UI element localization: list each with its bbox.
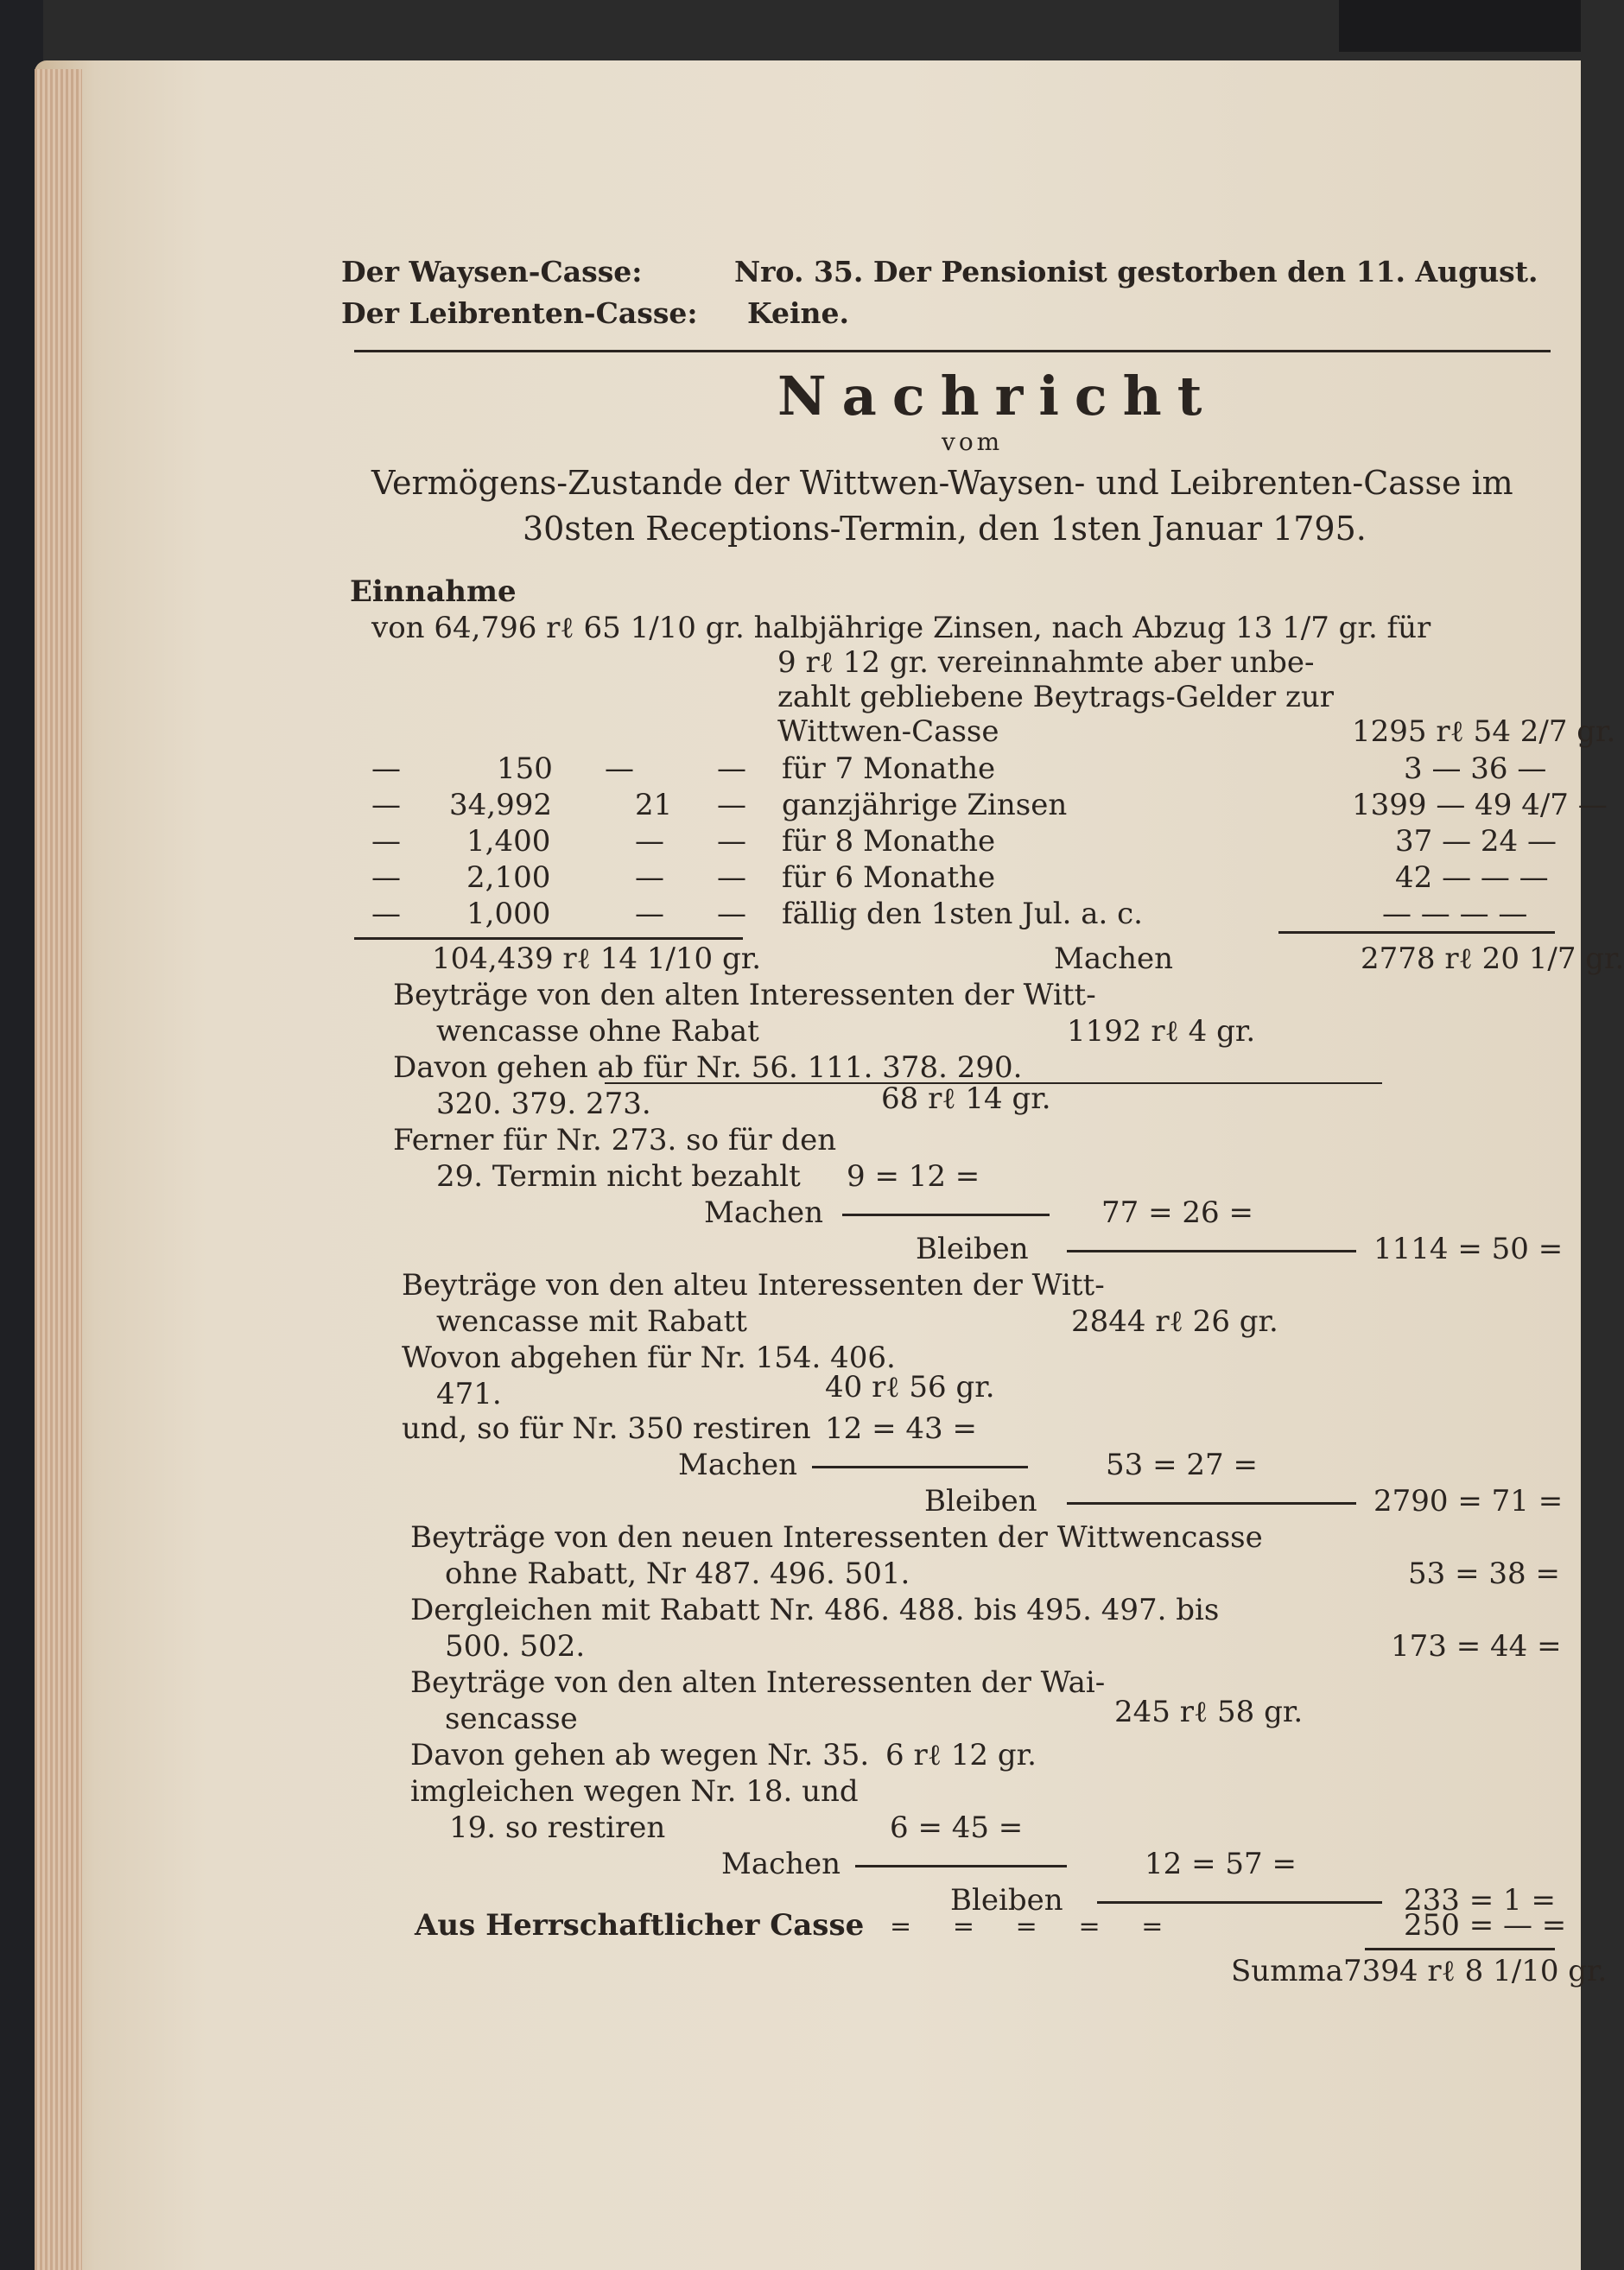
interest-line2: 9 rℓ 12 gr. vereinnahmte aber unbe- <box>777 645 1315 680</box>
block2-line5: und, so für Nr. 350 restiren <box>402 1411 811 1446</box>
block3-line2: ohne Rabatt, Nr 487. 496. 501. <box>445 1557 910 1591</box>
block1-line2: wencasse ohne Rabat <box>436 1014 759 1049</box>
block2-line5-amount: 12 = 43 = <box>825 1411 977 1446</box>
desc-cell: ganzjährige Zinsen <box>782 788 1068 822</box>
block2-line4: 471. <box>436 1377 502 1411</box>
block1-line6-amount: 9 = 12 = <box>847 1159 980 1194</box>
dash-mark: — <box>717 751 746 786</box>
dash-mark: — <box>371 824 401 859</box>
block2-machen-amount: 53 = 27 = <box>1106 1448 1258 1482</box>
block1-bleiben-amount: 1114 = 50 = <box>1373 1232 1564 1266</box>
title-line2: 30sten Receptions-Termin, den 1sten Januar 1795. <box>523 510 1367 548</box>
header-line1-right: Nro. 35. Der Pensionist gestorben den 11. August. <box>734 255 1538 289</box>
section-heading: Einnahme <box>350 574 517 609</box>
total-label: Machen <box>1054 942 1174 976</box>
amount-cell: 37 — 24 — <box>1395 824 1557 859</box>
summa-amount: 7394 rℓ 8 1/10 gr. <box>1343 1954 1608 1988</box>
mid-cell: — <box>605 751 634 786</box>
block4-bleiben-amount: 233 = 1 = <box>1404 1883 1556 1918</box>
block1-bleiben-rule <box>1067 1250 1356 1252</box>
mid-cell: 21 <box>635 788 673 822</box>
capital-cell: 34,992 <box>449 788 552 822</box>
leader-dots: = = = = = <box>890 1912 1164 1942</box>
block3-line1: Beyträge von den neuen Interessenten der Wittwencasse <box>410 1520 1263 1555</box>
block3-line2-amount: 53 = 38 = <box>1408 1557 1560 1591</box>
mid-cell: — <box>635 897 664 931</box>
dash-mark: — <box>371 788 401 822</box>
block3-line4-amount: 173 = 44 = <box>1391 1629 1562 1664</box>
capital-cell: 150 <box>497 751 553 786</box>
block1-line2-amount: 1192 rℓ 4 gr. <box>1067 1014 1256 1049</box>
block1-line4: 320. 379. 273. <box>436 1087 651 1121</box>
dash-mark: — <box>717 897 746 931</box>
title-sub: vom <box>942 428 1004 456</box>
dash-mark: — <box>371 897 401 931</box>
dash-mark: — <box>717 788 746 822</box>
block4-bleiben-label: Bleiben <box>950 1883 1063 1918</box>
total-capital: 104,439 rℓ 14 1/10 gr. <box>432 942 762 976</box>
block2-bleiben-amount: 2790 = 71 = <box>1373 1484 1564 1519</box>
dash-mark: — <box>717 824 746 859</box>
block4-bleiben-rule <box>1097 1901 1382 1904</box>
interest-line4-amount: 1295 rℓ 54 2/7 gr. <box>1352 714 1616 749</box>
block2-machen-label: Machen <box>678 1448 798 1482</box>
block1-line4-amount: 68 rℓ 14 gr. <box>881 1081 1051 1116</box>
block1-machen-rule <box>842 1214 1050 1216</box>
block4-line5-amount: 6 = 45 = <box>890 1810 1024 1845</box>
block1-line3: Davon gehen ab für Nr. 56. 111. 378. 290. <box>393 1050 1023 1085</box>
block2-line4-amount: 40 rℓ 56 gr. <box>825 1370 995 1404</box>
header-line2-left: Der Leibrenten-Casse: <box>341 296 698 330</box>
scan-backdrop-right <box>1339 0 1581 52</box>
page-edge <box>35 69 82 2270</box>
block2-line1: Beyträge von den alteu Interessenten der Witt- <box>402 1268 1105 1303</box>
interest-line1: von 64,796 rℓ 65 1/10 gr. halbjährige Zinsen, nach Abzug 13 1/7 gr. für <box>371 611 1431 645</box>
block4-machen-amount: 12 = 57 = <box>1145 1847 1297 1881</box>
herrschaft-label: Aus Herrschaftlicher Casse <box>415 1908 865 1943</box>
block1-machen-label: Machen <box>704 1195 824 1230</box>
header-line1-left: Der Waysen-Casse: <box>341 255 643 289</box>
desc-cell: fällig den 1sten Jul. a. c. <box>782 897 1143 931</box>
capital-cell: 1,000 <box>466 897 551 931</box>
header-rule <box>354 350 1551 352</box>
block4-machen-label: Machen <box>721 1847 841 1881</box>
block4-machen-rule <box>855 1865 1067 1867</box>
total-amount: 2778 rℓ 20 1/7 gr. <box>1361 942 1624 976</box>
amount-rule <box>1278 931 1555 934</box>
desc-cell: für 6 Monathe <box>782 860 996 895</box>
block1-line5: Ferner für Nr. 273. so für den <box>393 1123 837 1157</box>
mid-cell: — <box>635 824 664 859</box>
block1-line6: 29. Termin nicht bezahlt <box>436 1159 801 1194</box>
capital-rule <box>354 937 743 940</box>
dash-mark: — <box>717 860 746 895</box>
dash-mark: — <box>371 751 401 786</box>
block4-line2: sencasse <box>445 1702 578 1736</box>
amount-cell: — — — — <box>1382 897 1528 931</box>
summa-rule <box>1365 1948 1555 1950</box>
block2-line3: Wovon abgehen für Nr. 154. 406. <box>402 1341 896 1375</box>
block4-line4: imgleichen wegen Nr. 18. und <box>410 1774 859 1809</box>
block1-line1: Beyträge von den alten Interessenten der Witt- <box>393 978 1096 1012</box>
mid-cell: — <box>635 860 664 895</box>
interest-line4-text: Wittwen-Casse <box>777 714 999 749</box>
title-main: Nachricht <box>777 365 1218 428</box>
block3-line3: Dergleichen mit Rabatt Nr. 486. 488. bis 495. 497. bis <box>410 1593 1220 1627</box>
block1-machen-amount: 77 = 26 = <box>1101 1195 1253 1230</box>
block1-bleiben-label: Bleiben <box>916 1232 1029 1266</box>
block2-bleiben-label: Bleiben <box>924 1484 1037 1519</box>
amount-cell: 1399 — 49 4/7 — <box>1352 788 1608 822</box>
header-line2-right: Keine. <box>747 296 849 330</box>
amount-cell: 3 — 36 — <box>1404 751 1547 786</box>
capital-cell: 1,400 <box>466 824 551 859</box>
block4-line1: Beyträge von den alten Interessenten der Wai- <box>410 1665 1106 1700</box>
block2-machen-rule <box>812 1466 1028 1468</box>
block2-line2-amount: 2844 rℓ 26 gr. <box>1071 1304 1278 1339</box>
block2-line2: wencasse mit Rabatt <box>436 1304 747 1339</box>
desc-cell: für 7 Monathe <box>782 751 996 786</box>
amount-cell: 42 — — — <box>1395 860 1549 895</box>
desc-cell: für 8 Monathe <box>782 824 996 859</box>
interest-line3: zahlt gebliebene Beytrags-Gelder zur <box>777 680 1335 714</box>
capital-cell: 2,100 <box>466 860 551 895</box>
block4-line3: Davon gehen ab wegen Nr. 35. <box>410 1738 870 1772</box>
strike-rule <box>605 1082 1382 1084</box>
herrschaft-amount: 250 = — = <box>1404 1908 1567 1943</box>
block4-line3-amount: 6 rℓ 12 gr. <box>885 1738 1037 1772</box>
dash-mark: — <box>371 860 401 895</box>
title-line1: Vermögens-Zustande der Wittwen-Waysen- und Leibrenten-Casse im <box>371 464 1513 502</box>
block4-line5: 19. so restiren <box>449 1810 666 1845</box>
block3-line4: 500. 502. <box>445 1629 586 1664</box>
block2-bleiben-rule <box>1067 1502 1356 1505</box>
summa-label: Summa <box>1231 1954 1343 1988</box>
block4-line2-amount: 245 rℓ 58 gr. <box>1114 1695 1304 1729</box>
